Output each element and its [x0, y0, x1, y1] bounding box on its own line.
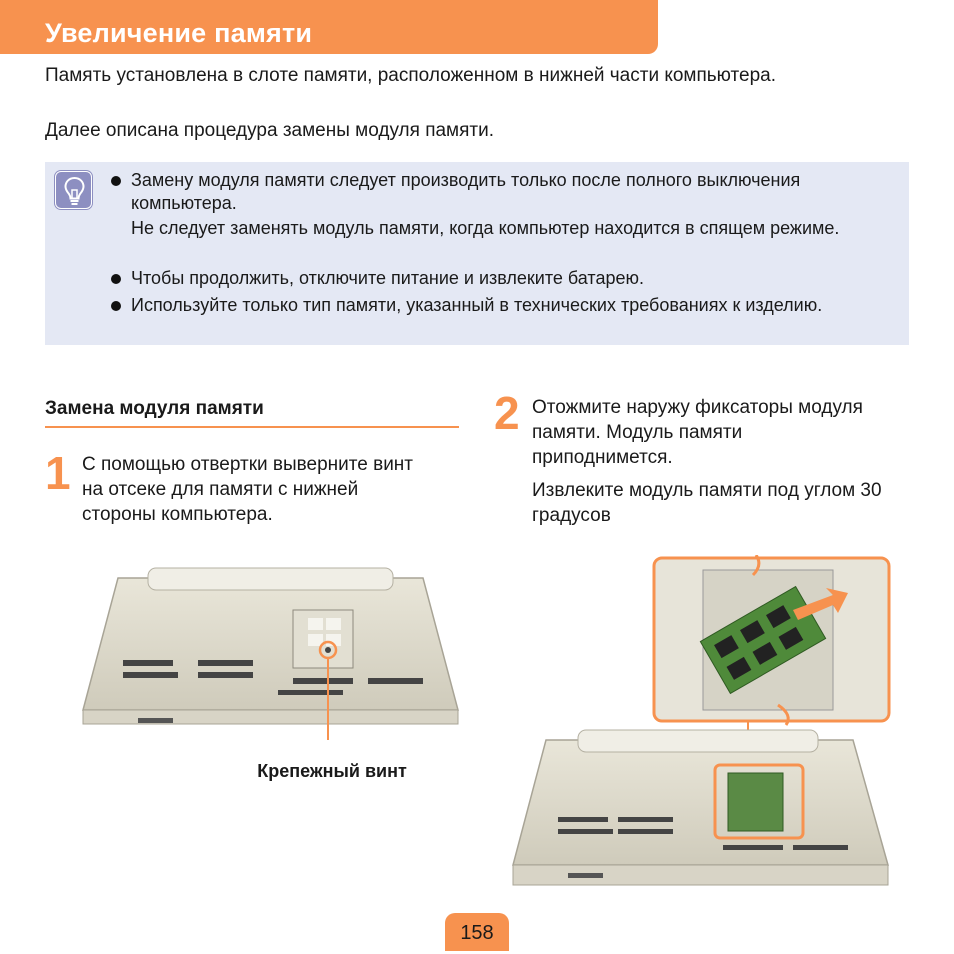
step-1-text: С помощью отвертки выверните винт на отсеке для памяти с нижней стороны компьютера.: [82, 454, 414, 525]
bullet-dot: [111, 176, 121, 186]
step-2-number: 2: [494, 387, 520, 439]
memory-removal-figure: [508, 555, 893, 890]
lightbulb-icon: [55, 171, 92, 209]
step-2-text-1: Отожмите наружу фиксаторы модуля памяти. Модуль памяти приподнимется.: [532, 397, 863, 468]
intro-paragraph-2: Далее описана процедура замены модуля памяти.: [45, 120, 495, 141]
screw-callout: Крепежный винт: [257, 761, 407, 781]
laptop-bottom-figure: [78, 560, 463, 740]
note-box: [45, 162, 909, 345]
step-2-text-2: Извлеките модуль памяти под углом 30 градусов: [532, 480, 882, 526]
title-bar: [0, 0, 658, 54]
note-bullet-3: Используйте только тип памяти, указанный в технических требованиях к изделию.: [131, 295, 823, 315]
section-divider: [45, 426, 459, 428]
step-1-number: 1: [45, 447, 71, 499]
page-title: Увеличение памяти: [45, 18, 313, 48]
note-bullet-1: Замену модуля памяти следует производить только после полного выключения компьютера.: [131, 170, 801, 213]
section-heading: Замена модуля памяти: [45, 398, 264, 419]
bullet-dot: [111, 301, 121, 311]
page-number: 158: [445, 913, 509, 951]
note-bullet-2: Чтобы продолжить, отключите питание и извлеките батарею.: [131, 268, 644, 288]
note-bullet-1-continuation: Не следует заменять модуль памяти, когда компьютер находится в спящем режиме.: [131, 218, 840, 238]
bullet-dot: [111, 274, 121, 284]
intro-paragraph-1: Память установлена в слоте памяти, расположенном в нижней части компьютера.: [45, 65, 776, 86]
